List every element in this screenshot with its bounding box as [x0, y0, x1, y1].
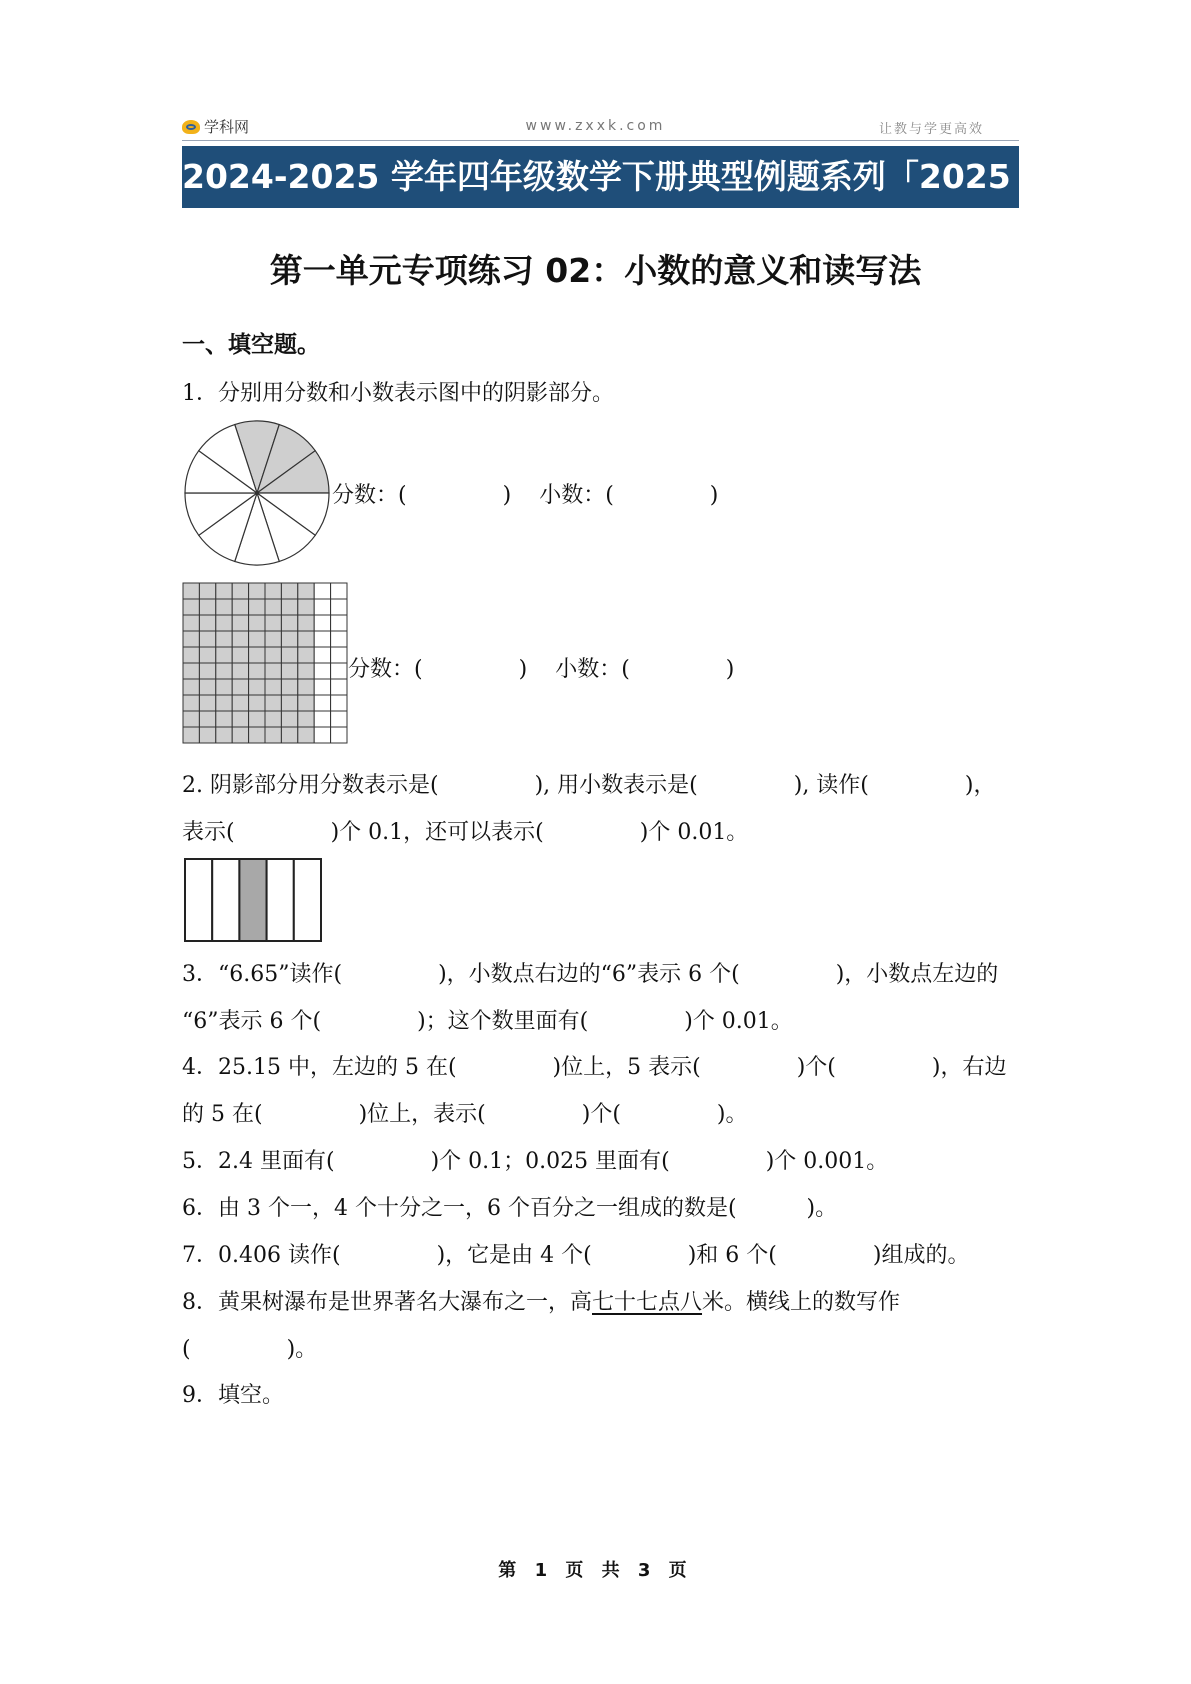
question-8-line-2: [182, 1332, 317, 1363]
bar-figure: [183, 857, 323, 943]
grid-cell: [183, 727, 199, 743]
grid-cell: [249, 711, 265, 727]
question-6: [182, 1191, 837, 1222]
q1-pie-answer: [332, 478, 718, 509]
grid-cell: [314, 727, 330, 743]
logo-text: 学科网: [204, 118, 250, 136]
q3-text-a: 3．“6.65”读作(: [182, 962, 343, 987]
grid-cell: [281, 647, 297, 663]
title-banner: 2024-2025 学年四年级数学下册典型例题系列「2025 版」: [182, 146, 1019, 208]
grid-cell: [232, 647, 248, 663]
grid-cell: [314, 663, 330, 679]
grid-cell: [265, 599, 281, 615]
grid-cell: [183, 679, 199, 695]
q4-text-a: 4．25.15 中，左边的 5 在(: [182, 1055, 457, 1080]
bar-segment: [267, 859, 294, 941]
grid-cell: [281, 583, 297, 599]
q1-grid-answer: [348, 652, 734, 683]
grid-cell: [216, 599, 232, 615]
grid-cell: [216, 695, 232, 711]
grid-cell: [199, 711, 215, 727]
grid-cell: [216, 615, 232, 631]
grid-cell: [199, 695, 215, 711]
question-3-line-1: [182, 957, 998, 988]
grid-cell: [281, 679, 297, 695]
grid-cell: [331, 599, 347, 615]
grid-cell: [331, 647, 347, 663]
grid-cell: [331, 615, 347, 631]
grid-cell: [265, 695, 281, 711]
question-3-line-2: [182, 1004, 793, 1035]
pie-fraction-label: 分数：(: [332, 483, 407, 508]
grid-cell: [232, 615, 248, 631]
grid-fraction-label: 分数：(: [348, 657, 423, 682]
grid-cell: [232, 663, 248, 679]
question-7: [182, 1238, 969, 1269]
grid-cell: [265, 711, 281, 727]
grid-cell: [199, 583, 215, 599]
q8-text-b: 米。横线上的数写作: [702, 1290, 901, 1315]
q3-text-c: )，小数点左边的: [835, 962, 999, 987]
grid-cell: [281, 727, 297, 743]
grid-decimal-label: 小数：(: [555, 657, 630, 682]
grid-cell: [183, 711, 199, 727]
grid-cell: [298, 695, 314, 711]
q3-text-f: )个 0.01。: [684, 1009, 793, 1034]
question-4-line-2: [182, 1097, 748, 1128]
q8-text-c: (: [182, 1337, 191, 1362]
q7-text-c: )和 6 个(: [687, 1243, 777, 1268]
question-1: 1．分别用分数和小数表示图中的阴影部分。: [182, 381, 614, 406]
question-5: [182, 1144, 888, 1175]
q7-text-d: )组成的。: [872, 1243, 970, 1268]
q3-text-d: “6”表示 6 个(: [182, 1009, 322, 1034]
grid-cell: [298, 599, 314, 615]
grid-cell: [298, 647, 314, 663]
grid-cell: [314, 599, 330, 615]
grid-cell: [183, 583, 199, 599]
grid-cell: [249, 599, 265, 615]
q2-text-d: )，: [964, 773, 996, 798]
grid-cell: [265, 631, 281, 647]
header-slogan: 让教与学更高效: [878, 122, 984, 137]
grid-cell: [265, 615, 281, 631]
grid-cell: [249, 647, 265, 663]
grid-cell: [216, 727, 232, 743]
q2-text-e: 表示(: [182, 820, 235, 845]
grid-cell: [298, 679, 314, 695]
grid-cell: [298, 663, 314, 679]
question-2-line-2: [182, 815, 748, 846]
grid-cell: [232, 695, 248, 711]
grid-fraction-close: ): [518, 657, 528, 682]
grid-cell: [183, 695, 199, 711]
q4-text-c: )个(: [796, 1055, 836, 1080]
grid-cell: [265, 663, 281, 679]
q4-text-e: 的 5 在(: [182, 1102, 263, 1127]
header-divider: [182, 140, 1019, 141]
grid-cell: [314, 647, 330, 663]
grid-figure: [182, 582, 348, 744]
grid-cell: [183, 615, 199, 631]
question-2-line-1: [182, 768, 995, 799]
q8-text-d: )。: [286, 1337, 318, 1362]
grid-cell: [216, 711, 232, 727]
grid-cell: [281, 663, 297, 679]
grid-cell: [216, 679, 232, 695]
grid-cell: [183, 663, 199, 679]
grid-cell: [199, 679, 215, 695]
grid-cell: [249, 663, 265, 679]
grid-cell: [199, 727, 215, 743]
pie-fraction-close: ): [502, 483, 512, 508]
grid-cell: [232, 711, 248, 727]
grid-cell: [281, 711, 297, 727]
grid-cell: [249, 695, 265, 711]
grid-cell: [331, 727, 347, 743]
q2-text-c: ), 读作(: [793, 773, 869, 798]
grid-cell: [331, 583, 347, 599]
section-heading: 一、填空题。: [182, 332, 320, 358]
grid-cell: [232, 631, 248, 647]
q4-text-d: )，右边: [931, 1055, 1007, 1080]
grid-cell: [298, 711, 314, 727]
grid-cell: [281, 599, 297, 615]
grid-cell: [314, 631, 330, 647]
grid-cell: [265, 727, 281, 743]
grid-cell: [265, 679, 281, 695]
grid-cell: [298, 583, 314, 599]
grid-cell: [331, 631, 347, 647]
page-footer: 第 1 页 共 3 页: [498, 1560, 693, 1581]
q7-text-a: 7．0.406 读作(: [182, 1243, 341, 1268]
pie-figure: [180, 418, 334, 568]
grid-cell: [331, 711, 347, 727]
q6-text-b: )。: [806, 1196, 838, 1221]
header-url: www.zxxk.com: [525, 118, 666, 134]
q2-text-g: )个 0.01。: [639, 820, 749, 845]
grid-cell: [281, 615, 297, 631]
grid-cell: [298, 631, 314, 647]
bar-segment: [212, 859, 239, 941]
bar-segment: [294, 859, 321, 941]
grid-cell: [232, 679, 248, 695]
q2-text-f: )个 0.1，还可以表示(: [330, 820, 544, 845]
q7-text-b: )，它是由 4 个(: [436, 1243, 592, 1268]
grid-cell: [314, 695, 330, 711]
grid-cell: [183, 647, 199, 663]
grid-cell: [331, 663, 347, 679]
q2-text-a: 2. 阴影部分用分数表示是(: [182, 773, 439, 798]
page-subtitle: 第一单元专项练习 02：小数的意义和读写法: [269, 251, 922, 290]
q4-text-h: )。: [716, 1102, 748, 1127]
bar-segment: [185, 859, 212, 941]
grid-cell: [183, 631, 199, 647]
grid-cell: [199, 631, 215, 647]
q5-text-b: )个 0.1；0.025 里面有(: [430, 1149, 670, 1174]
grid-cell: [183, 599, 199, 615]
q8-underlined-number: 七十七点八: [592, 1290, 703, 1315]
grid-cell: [232, 583, 248, 599]
grid-cell: [298, 615, 314, 631]
grid-cell: [216, 663, 232, 679]
q5-text-c: )个 0.001。: [765, 1149, 889, 1174]
q6-text-a: 6．由 3 个一，4 个十分之一，6 个百分之一组成的数是(: [182, 1196, 737, 1221]
grid-cell: [199, 615, 215, 631]
grid-cell: [331, 695, 347, 711]
pie-decimal-label: 小数：(: [539, 483, 614, 508]
grid-cell: [232, 727, 248, 743]
grid-cell: [216, 631, 232, 647]
grid-cell: [199, 647, 215, 663]
q5-text-a: 5．2.4 里面有(: [182, 1149, 335, 1174]
grid-cell: [199, 663, 215, 679]
q3-text-b: )，小数点右边的“6”表示 6 个(: [438, 962, 740, 987]
grid-cell: [314, 711, 330, 727]
grid-cell: [199, 599, 215, 615]
grid-cell: [249, 583, 265, 599]
grid-cell: [249, 615, 265, 631]
q4-text-b: )位上，5 表示(: [552, 1055, 701, 1080]
grid-cell: [298, 727, 314, 743]
grid-cell: [281, 631, 297, 647]
pie-decimal-close: ): [709, 483, 719, 508]
q4-text-g: )个(: [581, 1102, 621, 1127]
grid-decimal-close: ): [725, 657, 735, 682]
q3-text-e: )；这个数里面有(: [417, 1009, 589, 1034]
question-4-line-1: [182, 1050, 1006, 1081]
grid-cell: [265, 647, 281, 663]
question-8-line-1: [182, 1285, 900, 1316]
bar-segment: [239, 859, 266, 941]
grid-cell: [232, 599, 248, 615]
grid-cell: [265, 583, 281, 599]
grid-cell: [249, 631, 265, 647]
grid-cell: [249, 727, 265, 743]
q4-text-f: )位上，表示(: [358, 1102, 486, 1127]
question-9: 9．填空。: [182, 1383, 284, 1408]
grid-cell: [314, 615, 330, 631]
grid-cell: [314, 583, 330, 599]
grid-cell: [331, 679, 347, 695]
grid-cell: [281, 695, 297, 711]
grid-cell: [216, 647, 232, 663]
grid-cell: [314, 679, 330, 695]
q8-text-a: 8．黄果树瀑布是世界著名大瀑布之一，高: [182, 1290, 592, 1315]
q2-text-b: ), 用小数表示是(: [534, 773, 698, 798]
grid-cell: [249, 679, 265, 695]
grid-cell: [216, 583, 232, 599]
